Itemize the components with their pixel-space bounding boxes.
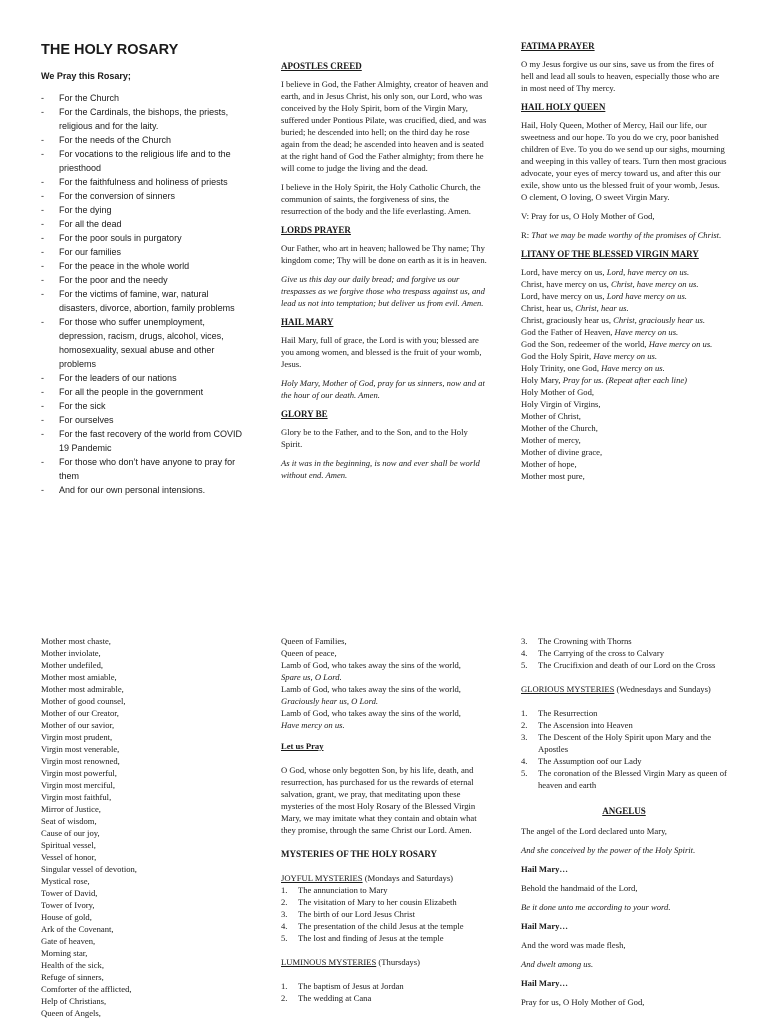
litany-line: Mirror of Justice, <box>41 804 101 814</box>
intention-item: - For the faithfulness and holiness of priests <box>41 175 246 189</box>
intention-item: - For all the dead <box>41 217 246 231</box>
litany-line: Mother of our savior, <box>41 720 115 730</box>
glorious-mysteries-label: GLORIOUS MYSTERIES (Wednesdays and Sundays) <box>521 684 711 694</box>
intention-item: - For the poor souls in purgatory <box>41 231 246 245</box>
intention-item: - For vocations to the religious life and to the priesthood <box>41 147 246 175</box>
mystery-item: 3. The birth of our Lord Jesus Christ <box>281 909 415 919</box>
mystery-item: 1. The annunciation to Mary <box>281 885 388 895</box>
litany-line: Cause of our joy, <box>41 828 100 838</box>
litany-line: Mother most amiable, <box>41 672 117 682</box>
intention-item: - And for our own personal intensions. <box>41 483 246 497</box>
versicle: V: Pray for us, O Holy Mother of God, <box>521 211 655 221</box>
intention-item: - For the poor and the needy <box>41 273 246 287</box>
mystery-item: 2. The visitation of Mary to her cousin Elizabeth <box>281 897 457 907</box>
litany-line: Seat of wisdom, <box>41 816 97 826</box>
hail-holy-queen-text: Hail, Holy Queen, Mother of Mercy, Hail our life, our sweetness and our hope. To you do we cry, poor banished children of Eve. To you do we send up our sighs, mourning and weeping in this valley of tears. Turn then most gracious advocate, your eyes of mercy toward us, and after this our exile, show unto us the blessed fruit of your womb, Jesus. O clement, O loving, O sweet Virgin Mary. <box>521 120 727 202</box>
lamb-of-god-line: Lamb of God, who takes away the sins of the world, <box>281 660 461 670</box>
intention-item: - For those who don’t have anyone to pray for them <box>41 455 246 483</box>
angelus-hail-mary-2: Hail Mary… <box>521 921 569 931</box>
lamb-of-god-lines <box>281 659 491 731</box>
intention-item: - For the dying <box>41 203 246 217</box>
hail-mary-text-1: Hail Mary, full of grace, the Lord is with you; blessed are you among women, and blessed is the fruit of your womb, Jesus. <box>281 335 482 369</box>
sorrowful-mysteries-list <box>521 635 727 671</box>
luminous-mysteries-list <box>281 980 491 1004</box>
mystery-item: 2. The wedding at Cana <box>281 993 372 1003</box>
litany-line: Tower of David, <box>41 888 98 898</box>
litany-line: House of gold, <box>41 912 92 922</box>
intention-item: - For the leaders of our nations <box>41 371 246 385</box>
litany-line: Christ, graciously hear us, Christ, graciously hear us. <box>521 315 706 325</box>
litany-line: Mother most pure, <box>521 471 585 481</box>
intentions-list <box>41 91 246 497</box>
litany-invocations <box>41 635 246 1019</box>
angelus-line-4: Be it done unto me according to your word. <box>521 902 671 912</box>
litany-line: Virgin most prudent, <box>41 732 113 742</box>
intention-item: - For the Church <box>41 91 246 105</box>
glory-be-text-2: As it was in the beginning, is now and ever shall be world without end. Amen. <box>281 458 480 480</box>
litany-lines-continued <box>521 386 727 482</box>
mystery-item: 5. The coronation of the Blessed Virgin Mary as queen of heaven and earth <box>521 768 727 790</box>
litany-line: Lord, have mercy on us, Lord, have mercy on us. <box>521 267 690 277</box>
intention-item: - For the sick <box>41 399 246 413</box>
litany-column-continued <box>41 635 246 1019</box>
glorious-mysteries-list <box>521 707 727 791</box>
litany-line: Holy Mother of God, <box>521 387 595 397</box>
mystery-item: 1. The Resurrection <box>521 708 598 718</box>
prayers-column-2 <box>521 40 727 482</box>
litany-line: Mother of the Church, <box>521 423 598 433</box>
litany-line: Virgin most renowned, <box>41 756 120 766</box>
angelus-line-3: Behold the handmaid of the Lord, <box>521 883 638 893</box>
mysteries-column <box>521 635 727 1015</box>
mystery-item: 4. The Carrying of the cross to Calvary <box>521 648 665 658</box>
mystery-item: 5. The Crucifixion and death of our Lord on the Cross <box>521 660 716 670</box>
intention-item: - For those who suffer unemployment, depression, racism, drugs, alcohol, vices, homosexuality, sexual abuse and other problems <box>41 315 246 371</box>
mystery-item: 1. The baptism of Jesus at Jordan <box>281 981 404 991</box>
page-title: THE HOLY ROSARY <box>41 42 179 58</box>
litany-line: Help of Christians, <box>41 996 107 1006</box>
mysteries-heading: MYSTERIES OF THE HOLY ROSARY <box>281 849 438 859</box>
intention-item: - For the conversion of sinners <box>41 189 246 203</box>
litany-line: Mother of our Creator, <box>41 708 119 718</box>
angelus-line-6: And dwelt among us. <box>521 959 594 969</box>
litany-line: Christ, have mercy on us, Christ, have mercy on us. <box>521 279 699 289</box>
lords-prayer-heading: LORDS PRAYER <box>281 225 351 235</box>
litany-line: God the Son, redeemer of the world, Have mercy on us. <box>521 339 713 349</box>
litany-line: Virgin most merciful, <box>41 780 116 790</box>
lords-prayer-text-2: Give us this day our daily bread; and forgive us our trespasses as we forgive those who trespass against us, and lead us not into temptation; but deliver us from evil. Amen. <box>281 274 485 308</box>
intention-item: - For the fast recovery of the world from COVID 19 Pandemic <box>41 427 246 455</box>
angelus-hail-mary-1: Hail Mary… <box>521 864 569 874</box>
litany-line: Singular vessel of devotion, <box>41 864 137 874</box>
litany-line: Ark of the Covenant, <box>41 924 114 934</box>
lamb-of-god-response: Have mercy on us. <box>281 720 345 730</box>
mystery-item: 3. The Descent of the Holy Spirit upon Mary and the Apostles <box>521 732 712 754</box>
response: R: That we may be made worthy of the promises of Christ. <box>521 230 722 240</box>
litany-line: Holy Virgin of Virgins, <box>521 399 601 409</box>
apostles-creed-text-2: I believe in the Holy Spirit, the Holy Catholic Church, the communion of saints, the forgiveness of sins, the resurrection of the body and the life everlasting. Amen. <box>281 182 481 216</box>
fatima-prayer-heading: FATIMA PRAYER <box>521 41 595 51</box>
litany-line: Comforter of the afflicted, <box>41 984 132 994</box>
intro-text: We Pray this Rosary; <box>41 71 131 81</box>
mystery-item: 5. The lost and finding of Jesus at the temple <box>281 933 444 943</box>
litany-heading: LITANY OF THE BLESSED VIRGIN MARY <box>521 249 699 259</box>
litany-line: Mother undefiled, <box>41 660 104 670</box>
litany-line: Gate of heaven, <box>41 936 96 946</box>
litany-line: Vessel of honor, <box>41 852 97 862</box>
litany-line: Mother of divine grace, <box>521 447 603 457</box>
litany-line: Spiritual vessel, <box>41 840 96 850</box>
litany-line: Queen of Families, <box>281 636 347 646</box>
glory-be-heading: GLORY BE <box>281 409 328 419</box>
intentions-section <box>41 91 246 497</box>
luminous-mysteries-label: LUMINOUS MYSTERIES (Thursdays) <box>281 957 420 967</box>
litany-line: Mother of Christ, <box>521 411 581 421</box>
angelus-heading: ANGELUS <box>602 806 646 816</box>
glory-be-text-1: Glory be to the Father, and to the Son, and to the Holy Spirit. <box>281 427 468 449</box>
litany-line: Mother most admirable, <box>41 684 124 694</box>
litany-line: Mystical rose, <box>41 876 90 886</box>
joyful-mysteries-list <box>281 884 491 944</box>
hail-mary-heading: HAIL MARY <box>281 317 334 327</box>
closing-column <box>281 635 491 1004</box>
angelus-line-5: And the word was made flesh, <box>521 940 626 950</box>
apostles-creed-heading: APOSTLES CREED <box>281 61 362 71</box>
intention-item: - For the needs of the Church <box>41 133 246 147</box>
angelus-hail-mary-3: Hail Mary… <box>521 978 569 988</box>
litany-line: Morning star, <box>41 948 88 958</box>
intention-item: - For our families <box>41 245 246 259</box>
let-us-pray-text: O God, whose only begotten Son, by his life, death, and resurrection, has purchased for us the rewards of eternal salvation, grant, we pray, that meditating upon these mysteries of the most Holy Rosary of the Blessed Virgin Mary, we may imitate what they contain and obtain what they promise, through the same Christ our Lord. Amen. <box>281 765 477 835</box>
intention-item: - For the peace in the whole world <box>41 259 246 273</box>
apostles-creed-text-1: I believe in God, the Father Almighty, creator of heaven and earth, and in Jesus Christ, his only son, our Lord, who was conceived by the Holy Spirit, born of the Virgin Mary, suffered under Pontious Pilate, was crucified, died, and was buried; he descended into hell; on the third day he rose again from the dead; he ascended into heaven and is seated at the right hand of God the Father almighty; from there he will come to judge the living and the dead. <box>281 79 489 173</box>
litany-line: God the Holy Spirit, Have mercy on us. <box>521 351 657 361</box>
litany-line: Queen of peace, <box>281 648 337 658</box>
litany-line: Lord, have mercy on us, Lord have mercy on us. <box>521 291 687 301</box>
litany-line: Refuge of sinners, <box>41 972 104 982</box>
litany-end <box>281 635 491 659</box>
mystery-item: 3. The Crowning with Thorns <box>521 636 632 646</box>
litany-line: God the Father of Heaven, Have mercy on us. <box>521 327 679 337</box>
litany-line: Holy Mary, Pray for us. (Repeat after each line) <box>521 375 688 385</box>
hail-holy-queen-heading: HAIL HOLY QUEEN <box>521 102 606 112</box>
litany-line: Tower of Ivory, <box>41 900 95 910</box>
intention-item: - For the victims of famine, war, natural disasters, divorce, abortion, family problems <box>41 287 246 315</box>
mystery-item: 2. The Ascension into Heaven <box>521 720 633 730</box>
litany-line: Mother of mercy, <box>521 435 581 445</box>
litany-line: Queen of Angels, <box>41 1008 101 1018</box>
angelus-line-1: The angel of the Lord declared unto Mary, <box>521 826 667 836</box>
mystery-item: 4. The Assumption oof our Lady <box>521 756 642 766</box>
litany-lines <box>521 266 727 386</box>
lamb-of-god-response: Graciously hear us, O Lord. <box>281 696 379 706</box>
angelus-line-2: And she conceived by the power of the Holy Spirit. <box>521 845 696 855</box>
lords-prayer-text-1: Our Father, who art in heaven; hallowed be Thy name; Thy kingdom come; Thy will be done on earth as it is in heaven. <box>281 243 487 265</box>
lamb-of-god-response: Spare us, O Lord. <box>281 672 342 682</box>
lamb-of-god-line: Lamb of God, who takes away the sins of the world, <box>281 708 461 718</box>
intention-item: - For all the people in the government <box>41 385 246 399</box>
intention-item: - For ourselves <box>41 413 246 427</box>
intention-item: - For the Cardinals, the bishops, the priests, religious and for the laity. <box>41 105 246 133</box>
lamb-of-god-line: Lamb of God, who takes away the sins of the world, <box>281 684 461 694</box>
let-us-pray-heading: Let us Pray <box>281 741 324 751</box>
hail-mary-text-2: Holy Mary, Mother of God, pray for us sinners, now and at the hour of our death. Amen. <box>281 378 485 400</box>
angelus-line-7: Pray for us, O Holy Mother of God, <box>521 997 645 1007</box>
mystery-item: 4. The presentation of the child Jesus at the temple <box>281 921 464 931</box>
litany-line: Virgin most faithful, <box>41 792 112 802</box>
litany-line: Holy Trinity, one God, Have mercy on us. <box>521 363 665 373</box>
joyful-mysteries-label: JOYFUL MYSTERIES (Mondays and Saturdays) <box>281 873 454 883</box>
litany-line: Mother of good counsel, <box>41 696 126 706</box>
litany-line: Christ, hear us, Christ, hear us. <box>521 303 629 313</box>
litany-line: Virgin most venerable, <box>41 744 120 754</box>
litany-line: Mother inviolate, <box>41 648 101 658</box>
prayers-column-1 <box>281 60 489 488</box>
litany-line: Mother of hope, <box>521 459 577 469</box>
litany-line: Health of the sick, <box>41 960 105 970</box>
fatima-prayer-text: O my Jesus forgive us our sins, save us from the fires of hell and lead all souls to heaven, especially those who are in most need of Thy mercy. <box>521 59 720 93</box>
litany-line: Mother most chaste, <box>41 636 111 646</box>
litany-line: Virgin most powerful, <box>41 768 117 778</box>
